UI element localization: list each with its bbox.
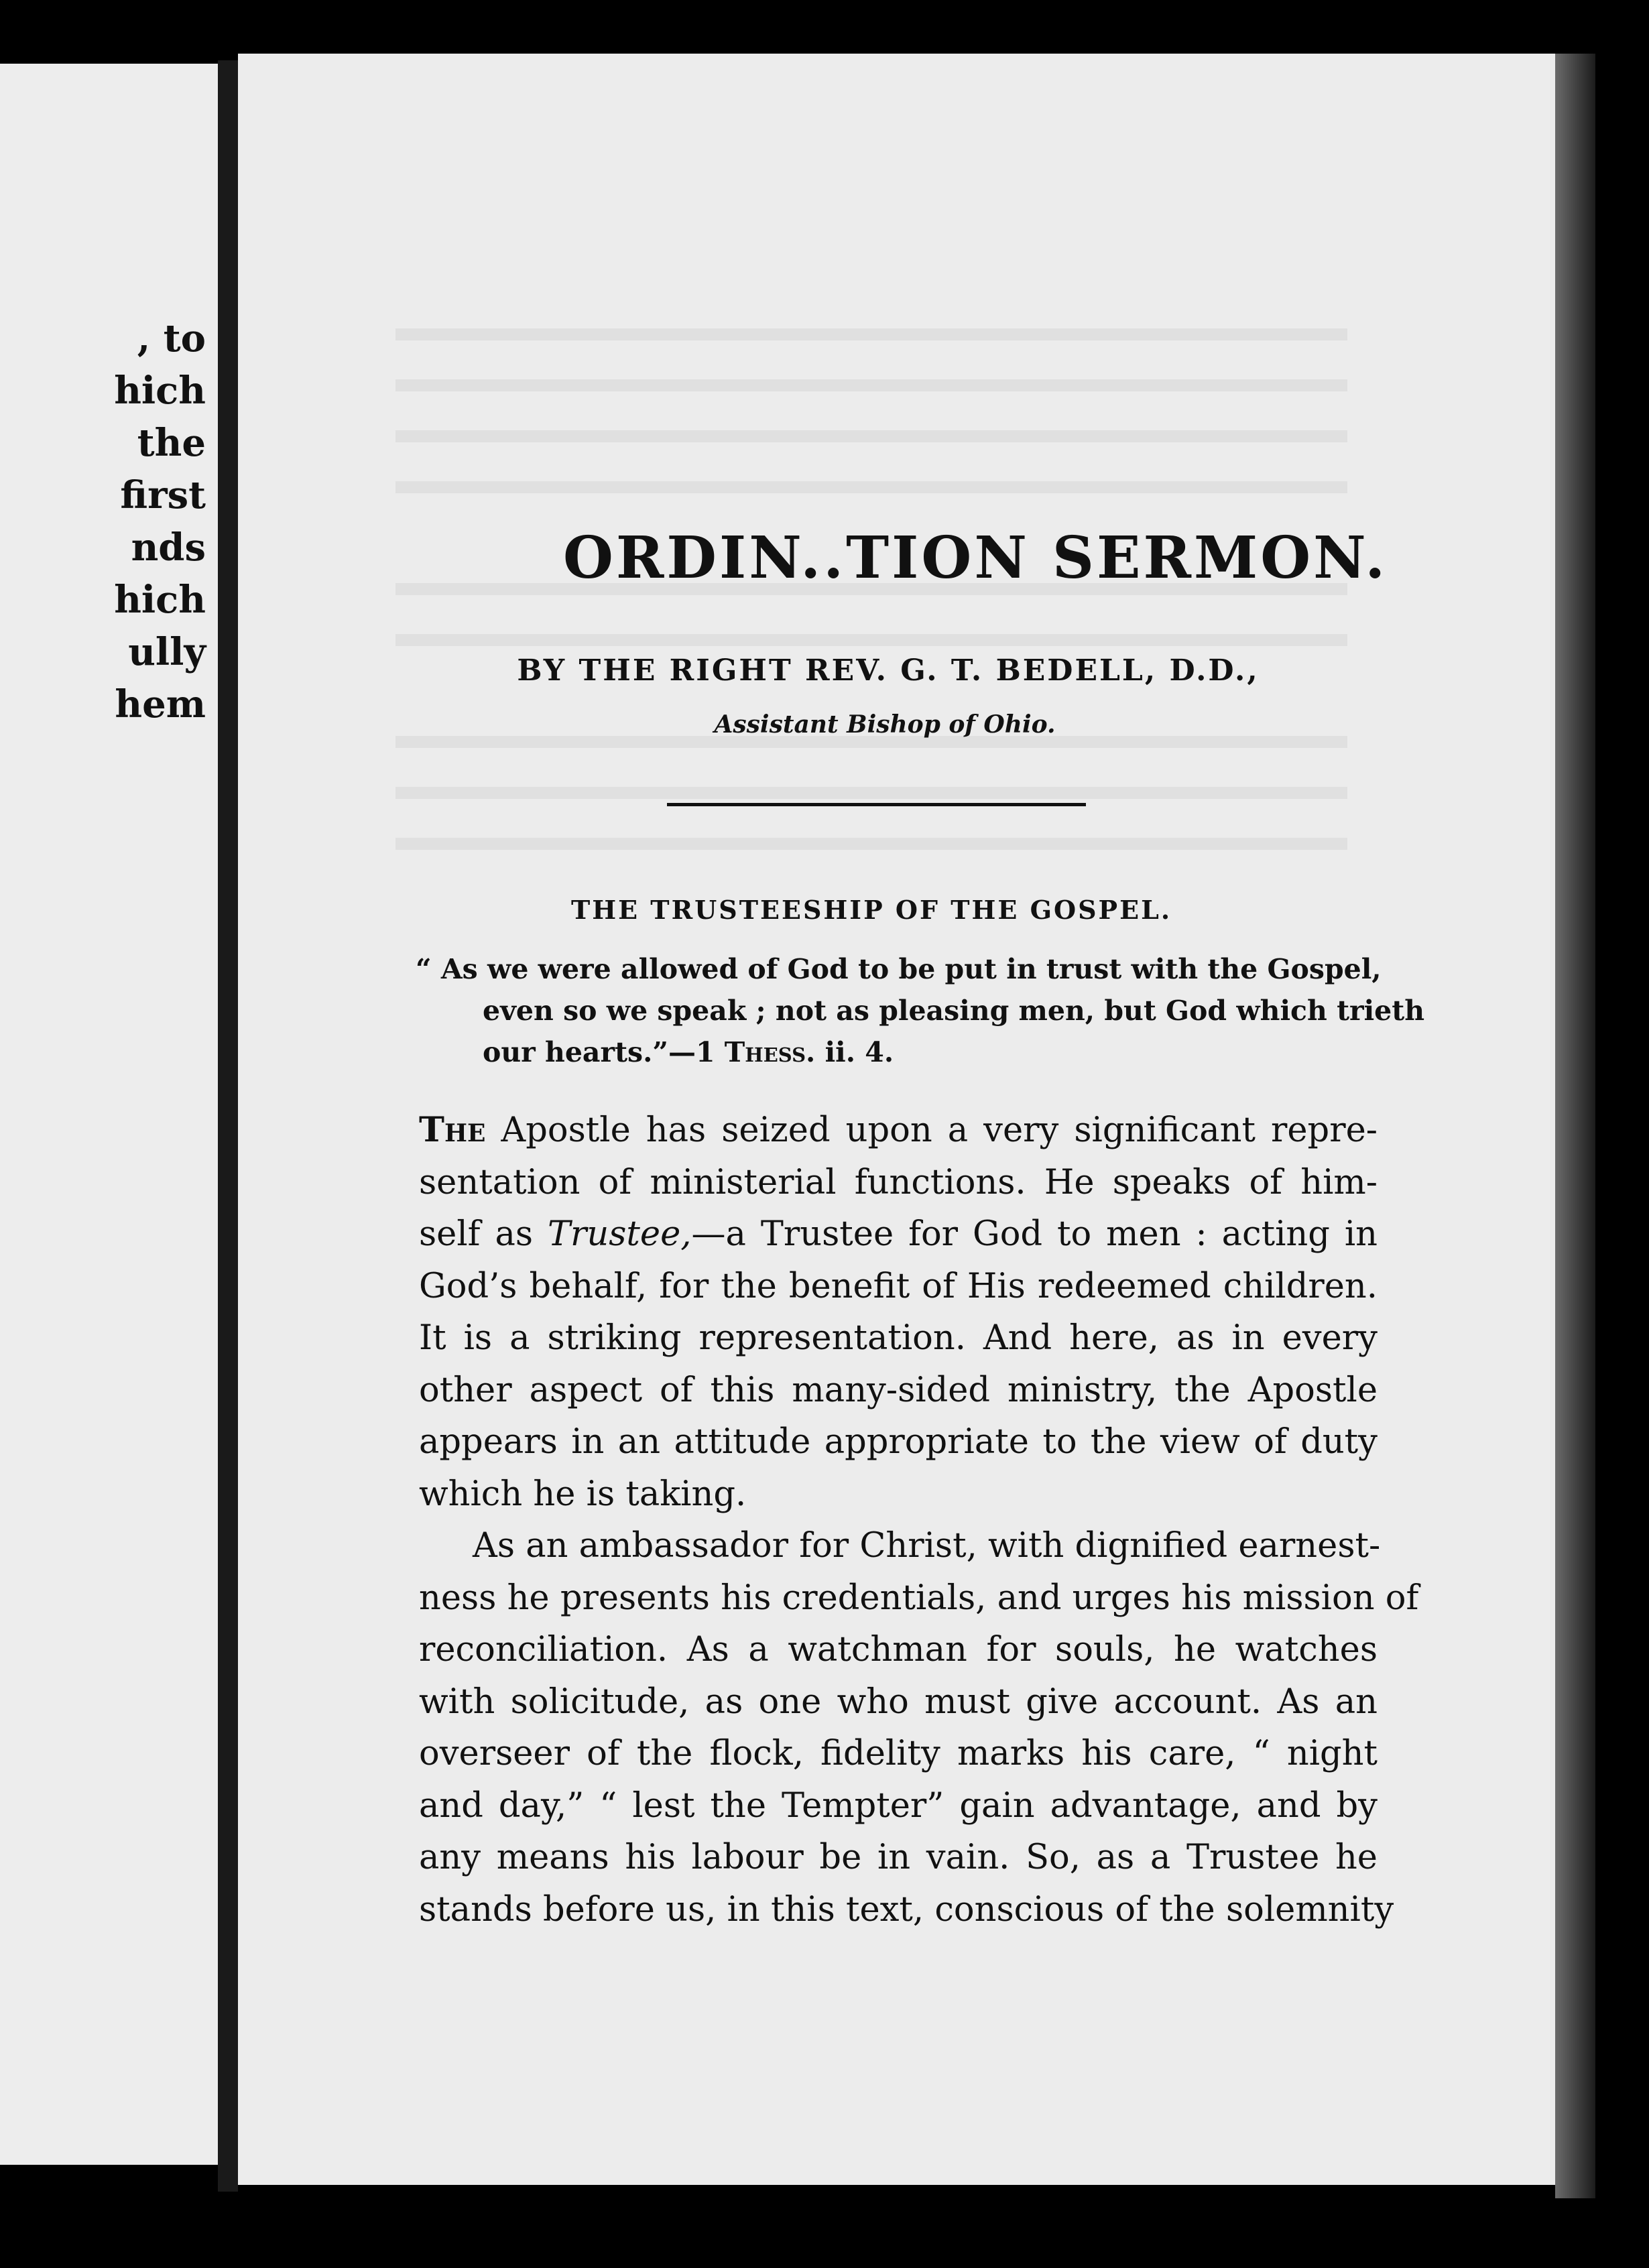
paragraph-line: overseer of the flock, fidelity marks his care, “ night — [419, 1734, 1378, 1773]
italic-word: Trustee, — [548, 1214, 692, 1254]
opening-word: The — [419, 1110, 486, 1150]
paragraph-line: As an ambassador for Christ, with dignified earnest- — [473, 1526, 1381, 1566]
epigraph — [416, 948, 1425, 1073]
paragraph-line: and day,” “ lest the Tempter” gain advantage, and by — [419, 1785, 1378, 1826]
left-page-line: hich — [114, 369, 206, 413]
epigraph-line — [416, 1031, 1367, 1073]
body-text — [419, 1105, 1419, 1936]
left-page-line: the — [137, 421, 206, 465]
paragraph-line: It is a striking representation. And here, as in every — [419, 1318, 1378, 1358]
paragraph-line: The Apostle has seized upon a very significant repre- — [419, 1110, 1378, 1150]
paragraph-line: ness he presents his credentials, and urges his mission of — [419, 1578, 1419, 1618]
left-page-line: hem — [115, 682, 206, 727]
citation-reference: ii. 4. — [815, 1036, 894, 1068]
epigraph-line: even so we speak ; not as pleasing men, but God which trieth — [483, 995, 1425, 1027]
paragraph-line: which he is taking. — [419, 1474, 747, 1514]
left-page-line: first — [120, 473, 206, 517]
paragraph-line: God’s behalf, for the benefit of His redeemed children. — [419, 1266, 1378, 1306]
author-office: Assistant Bishop of Ohio. — [714, 710, 1056, 739]
paragraph-line: any means his labour be in vain. So, as a Trustee he — [419, 1838, 1378, 1877]
paragraph-line: reconciliation. As a watchman for souls, he watches — [419, 1630, 1378, 1670]
left-page-line: , to — [137, 316, 206, 361]
epigraph-line-text: our hearts.”—1 — [483, 1036, 725, 1068]
paragraph-line: appears in an attitude appropriate to the view of duty — [419, 1422, 1378, 1462]
divider-rule — [667, 803, 1086, 806]
author-byline: BY THE RIGHT REV. G. T. BEDELL, D.D., — [517, 653, 1260, 688]
citation-book: Thess. — [724, 1036, 816, 1068]
paragraph-line: self as Trustee,—a Trustee for God to men : acting in — [419, 1214, 1378, 1254]
section-heading: THE TRUSTEESHIP OF THE GOSPEL. — [570, 895, 1172, 925]
book-gutter — [218, 60, 238, 2192]
left-page-line: ully — [128, 630, 206, 674]
page-title: ORDIN..TION SERMON. — [563, 524, 1388, 592]
paragraph-line: other aspect of this many-sided ministry, the Apostle — [419, 1370, 1378, 1410]
epigraph-line: “ As we were allowed of God to be put in trust with the Gospel, — [416, 953, 1382, 985]
paragraph-line: with solicitude, as one who must give account. As an — [419, 1682, 1378, 1722]
left-page-line: hich — [114, 578, 206, 622]
paragraph-line: sentation of ministerial functions. He speaks of him- — [419, 1162, 1378, 1202]
page-edge-shadow — [1555, 54, 1595, 2198]
paragraph-line: stands before us, in this text, conscious of the solemnity — [419, 1889, 1394, 1930]
left-page-line: nds — [131, 525, 206, 570]
left-facing-page — [0, 64, 218, 2165]
